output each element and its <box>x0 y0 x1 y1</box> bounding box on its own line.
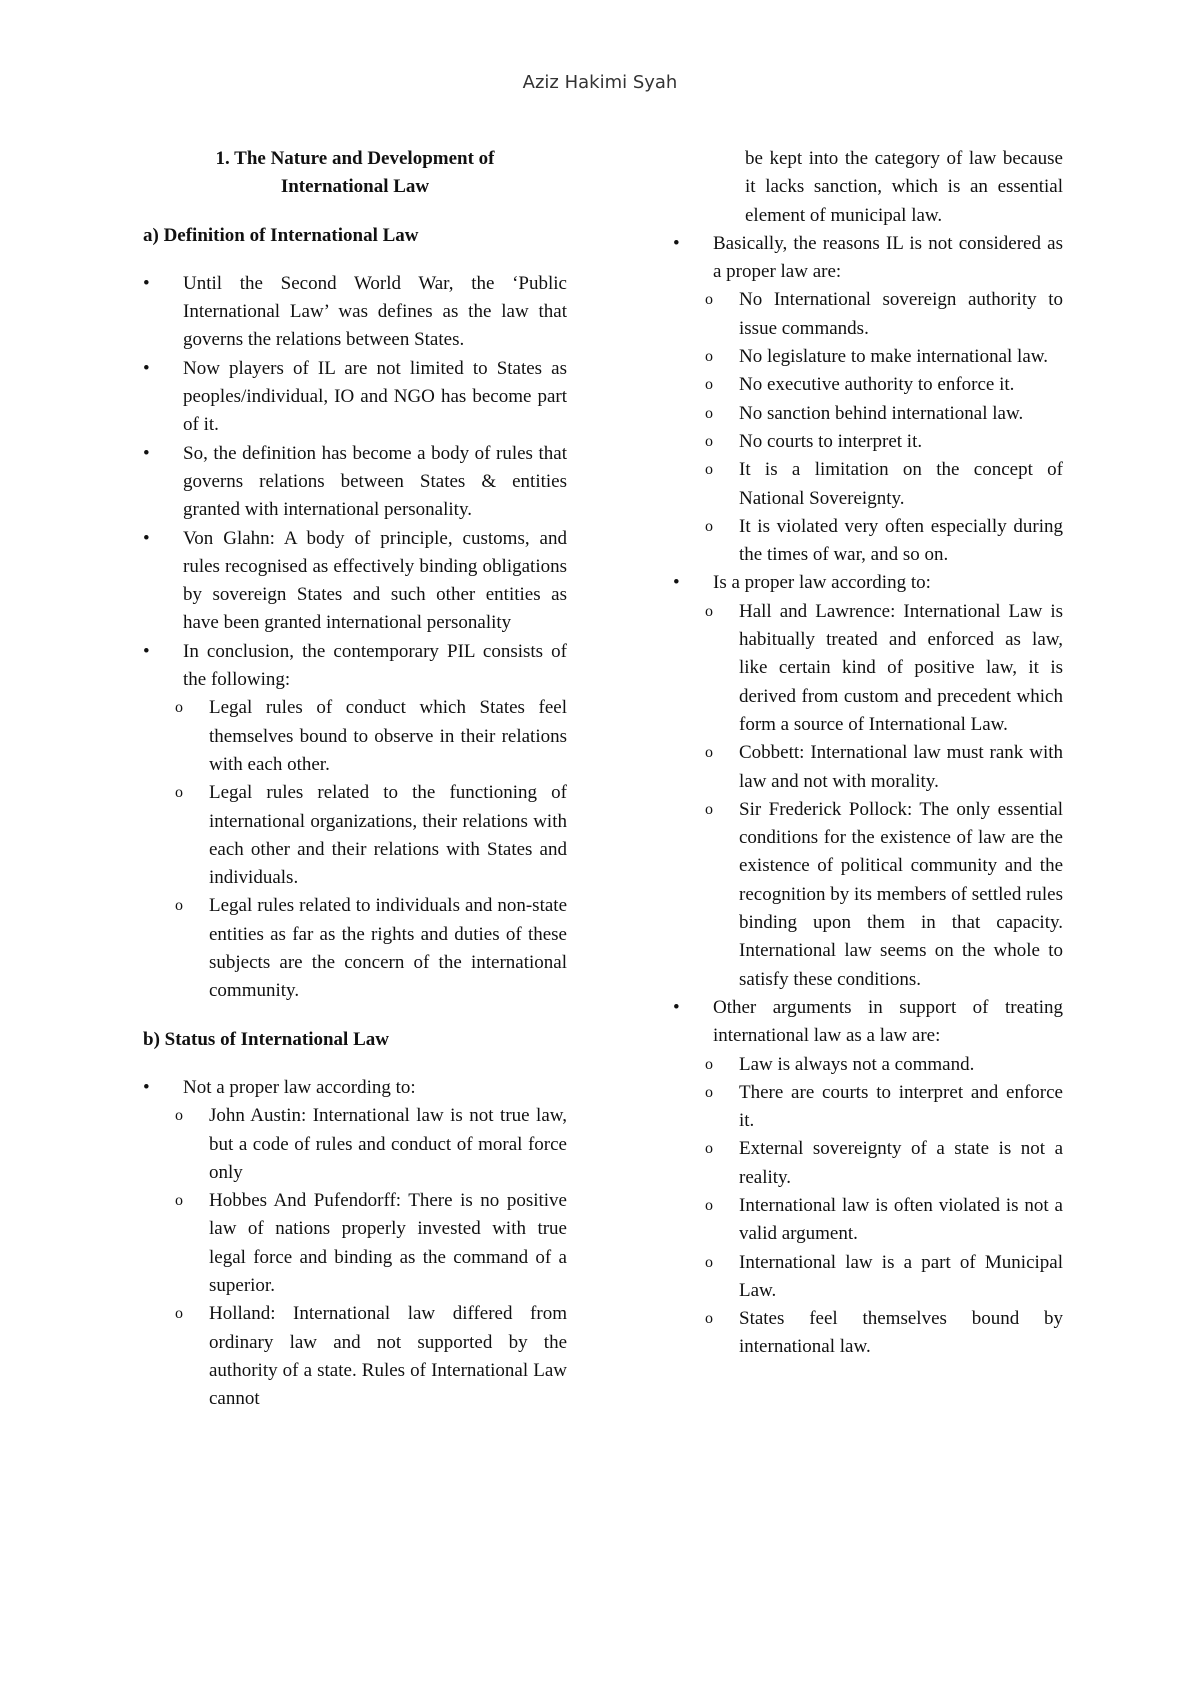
other-arguments-sublist <box>673 1051 1063 1362</box>
list-item: • Other arguments in support of treating international law as a law are: <box>673 994 1063 1051</box>
section-heading-definition: a) Definition of International Law <box>143 224 419 246</box>
sub-list-item: o No International sovereign authority to issue commands. <box>705 286 1063 343</box>
status-list <box>143 1074 567 1102</box>
list-item: • Now players of IL are not limited to States as peoples/individual, IO and NGO has become part of it. <box>143 355 567 440</box>
sub-list-item: o States feel themselves bound by international law. <box>705 1305 1063 1362</box>
left-column <box>143 145 567 1413</box>
sub-list-item: o It is violated very often especially during the times of war, and so on. <box>705 513 1063 570</box>
reasons-sublist <box>673 286 1063 569</box>
sub-list-item: o No courts to interpret it. <box>705 428 1063 456</box>
sub-list-item: o International law is often violated is not a valid argument. <box>705 1192 1063 1249</box>
section-heading-status: b) Status of International Law <box>143 1028 389 1050</box>
not-proper-sublist <box>143 1102 567 1413</box>
author-header: Aziz Hakimi Syah <box>522 72 678 93</box>
sub-list-item: o No executive authority to enforce it. <box>705 371 1063 399</box>
list-item: • Von Glahn: A body of principle, customs, and rules recognised as effectively binding obligations by sovereign States and such other entities as have been granted international personality <box>143 525 567 638</box>
list-item: • Is a proper law according to: <box>673 569 1063 597</box>
chapter-title-line-2: International Law <box>280 176 430 198</box>
definition-list <box>143 270 567 694</box>
conclusion-sublist <box>143 694 567 1005</box>
sub-list-item: o Holland: International law differed from ordinary law and not supported by the authority of a state. Rules of International Law cannot <box>175 1300 567 1413</box>
sub-list-item: o Hobbes And Pufendorff: There is no positive law of nations properly invested with true legal force and binding as the command of a superior. <box>175 1187 567 1300</box>
reasons-list <box>673 230 1063 287</box>
sub-list-item: o Law is always not a command. <box>705 1051 1063 1079</box>
sub-list-item: o No sanction behind international law. <box>705 400 1063 428</box>
sub-list-item: o John Austin: International law is not true law, but a code of rules and conduct of moral force only <box>175 1102 567 1187</box>
other-arguments-list <box>673 994 1063 1051</box>
sub-list-item: o Hall and Lawrence: International Law is habitually treated and enforced as law, like certain kind of positive law, it is derived from custom and precedent which form a source of International Law. <box>705 598 1063 739</box>
chapter-title-line-1: 1. The Nature and Development of <box>215 148 495 169</box>
proper-law-list <box>673 569 1063 597</box>
proper-law-sublist <box>673 598 1063 994</box>
list-item: • Until the Second World War, the ‘Public International Law’ was defines as the law that governs the relations between States. <box>143 270 567 355</box>
sub-list-item: o No legislature to make international law. <box>705 343 1063 371</box>
sub-list-item: o Legal rules related to the functioning of international organizations, their relations with each other and their relations with States and individuals. <box>175 779 567 892</box>
continued-text: be kept into the category of law because it lacks sanction, which is an essential element of municipal law. <box>745 148 1063 226</box>
sub-list-item: o Legal rules related to individuals and non-state entities as far as the rights and duties of these subjects are the concern of the international community. <box>175 892 567 1005</box>
sub-list-item: o There are courts to interpret and enforce it. <box>705 1079 1063 1136</box>
list-item: • In conclusion, the contemporary PIL consists of the following: <box>143 638 567 695</box>
sub-list-item: o Cobbett: International law must rank with law and not with morality. <box>705 739 1063 796</box>
sub-list-item: o It is a limitation on the concept of National Sovereignty. <box>705 456 1063 513</box>
list-item: • Not a proper law according to: <box>143 1074 567 1102</box>
sub-list-item: o External sovereignty of a state is not a reality. <box>705 1135 1063 1192</box>
sub-list-item: o Sir Frederick Pollock: The only essential conditions for the existence of law are the existence of political community and the recognition by its members of settled rules binding upon them in that capacity. International law seems on the whole to satisfy these conditions. <box>705 796 1063 994</box>
list-item: • Basically, the reasons IL is not considered as a proper law are: <box>673 230 1063 287</box>
list-item: • So, the definition has become a body of rules that governs relations between States & entities granted with international personality. <box>143 440 567 525</box>
sub-list-item: o International law is a part of Municipal Law. <box>705 1249 1063 1306</box>
sub-list-item: o Legal rules of conduct which States feel themselves bound to observe in their relations with each other. <box>175 694 567 779</box>
right-column <box>673 145 1063 1362</box>
